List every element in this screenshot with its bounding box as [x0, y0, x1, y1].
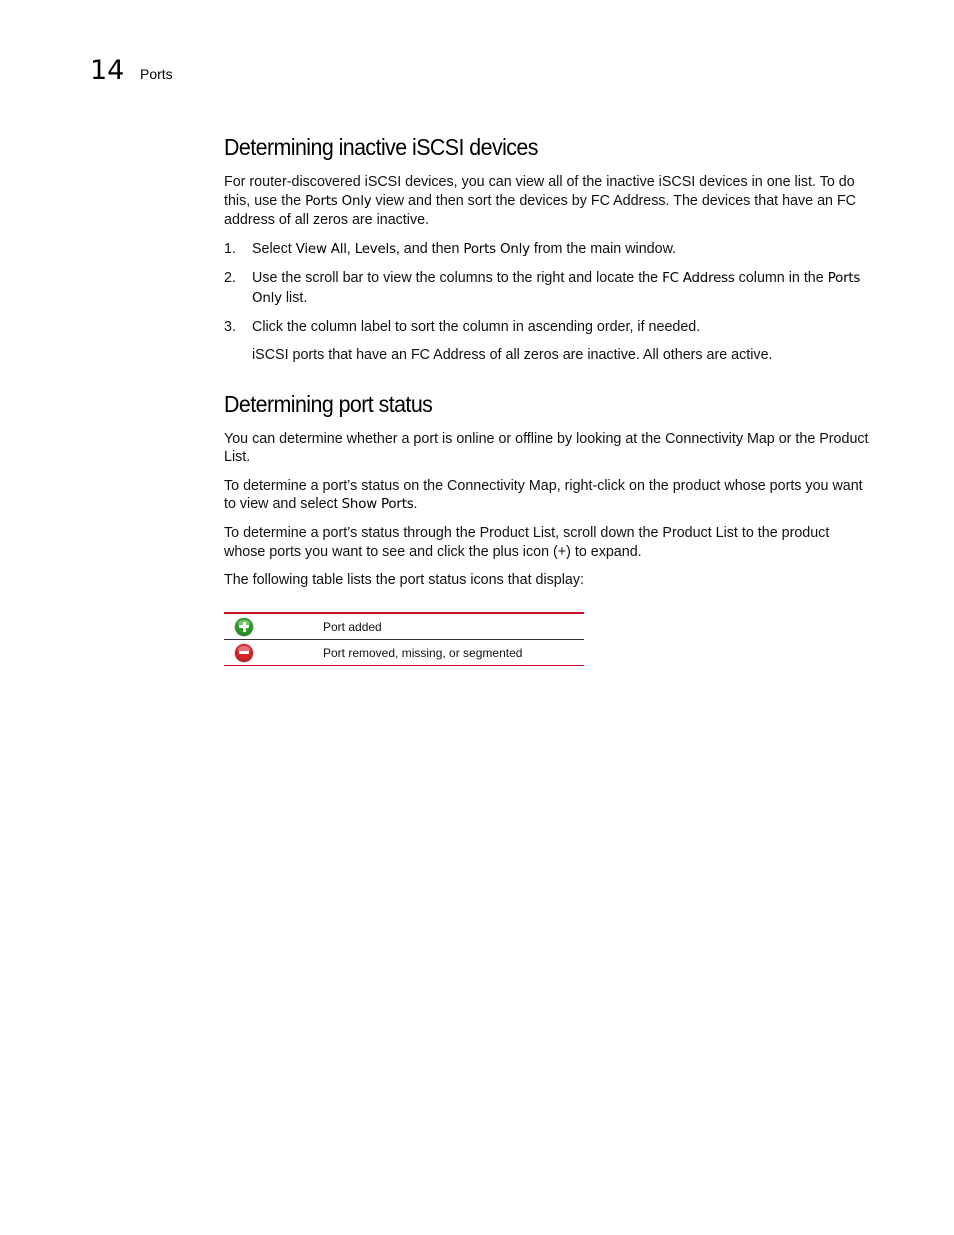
text-run: Click the column label to sort the column in ascending order, if needed.	[252, 318, 701, 335]
status-description: Port removed, missing, or segmented	[323, 645, 523, 660]
text-run: Select	[252, 240, 296, 257]
step-number: 2.	[224, 269, 236, 286]
text-run: ,	[346, 240, 355, 257]
minus-circle-red-icon	[235, 644, 253, 662]
text-run: view and then sort the devices by FC Address. The devices that have an FC address of all zeros are inactive.	[224, 192, 857, 229]
text-run: For router-discovered iSCSI devices, you can view all of the inactive iSCSI devices in one list. To do this, use the	[224, 174, 855, 209]
text-run: list.	[281, 289, 308, 306]
section-intro-paragraph	[224, 173, 870, 230]
step-item	[224, 318, 870, 337]
icon-cell	[224, 618, 323, 636]
table-row	[224, 614, 584, 639]
text-run: column in the	[734, 269, 828, 286]
paragraph: You can determine whether a port is online or offline by looking at the Connectivity Map or the Product List.	[224, 430, 869, 466]
text-run: , and then	[395, 240, 464, 257]
status-description: Port added	[323, 619, 382, 634]
table-row	[224, 639, 584, 665]
text-run: from the main window.	[529, 240, 677, 257]
ui-term: View All	[295, 241, 347, 257]
chapter-title: Ports	[140, 66, 173, 82]
steps-list	[224, 240, 870, 337]
ui-term: Ports Only	[463, 241, 530, 257]
icon-cell	[224, 644, 323, 662]
step-item	[224, 269, 870, 308]
plus-circle-green-icon	[235, 618, 253, 636]
chapter-number: 14	[90, 55, 125, 86]
text-run: .	[413, 496, 418, 513]
step-item	[224, 240, 870, 260]
ui-term: FC Address	[662, 270, 735, 286]
port-status-icon-table	[224, 612, 584, 666]
paragraph: The following table lists the port status icons that display:	[224, 572, 584, 589]
ui-term: Ports Only	[305, 193, 372, 209]
text-run: To determine a port’s status on the Connectivity Map, right-click on the product whose ports you want to view and select	[224, 477, 863, 513]
paragraph	[224, 477, 870, 515]
ui-term: Ports Only	[252, 270, 861, 306]
step-result-note: iSCSI ports that have an FC Address of all zeros are inactive. All others are active.	[252, 346, 773, 363]
ui-term: Levels	[354, 241, 396, 257]
section-heading-port-status: Determining port status	[224, 390, 433, 417]
ui-term: Show Ports	[341, 497, 414, 513]
step-number: 3.	[224, 318, 236, 335]
paragraph: To determine a port’s status through the Product List, scroll down the Product List to the product whose ports you want to see and click the plus icon (+) to expand.	[224, 525, 830, 561]
section-heading-inactive-iscsi: Determining inactive iSCSI devices	[224, 134, 538, 160]
step-number: 1.	[224, 240, 236, 257]
text-run: Use the scroll bar to view the columns to the right and locate the	[252, 269, 663, 286]
page-content	[224, 130, 870, 666]
